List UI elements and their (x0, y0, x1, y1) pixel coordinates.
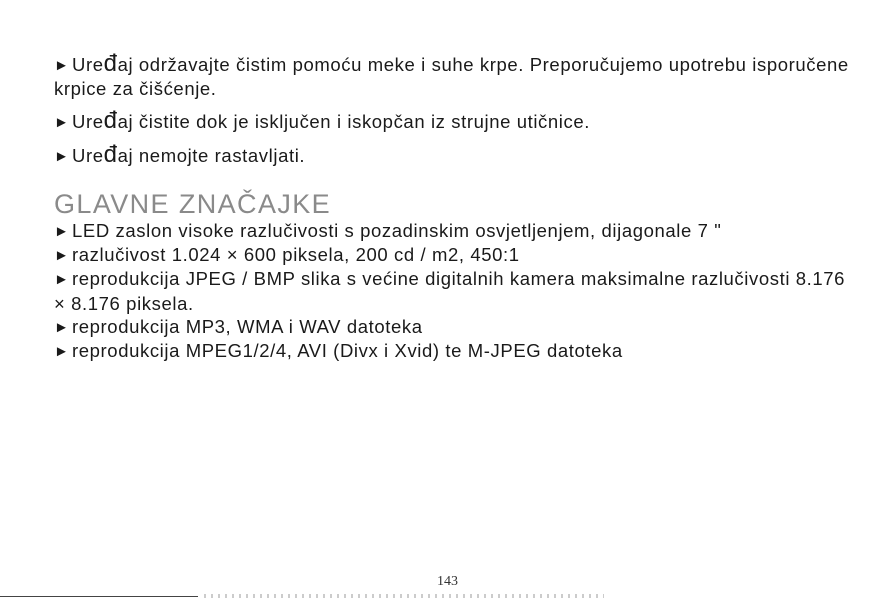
care-item-text: aj nemojte rastavljati. (117, 145, 306, 166)
feature-item (54, 267, 854, 314)
care-item-text-start: Ure (72, 54, 104, 75)
arrow-bullet-icon: ► (54, 57, 69, 74)
care-item-enlarged-letter: đ (103, 141, 118, 168)
care-item (54, 109, 854, 134)
care-item-text: aj čistite dok je isključen i iskopčan iz strujne utičnice. (117, 111, 590, 132)
care-item (54, 143, 854, 168)
arrow-bullet-icon: ► (54, 223, 69, 240)
feature-item (54, 315, 854, 339)
arrow-bullet-icon: ► (54, 114, 69, 131)
care-item-text-start: Ure (72, 111, 104, 132)
arrow-bullet-icon: ► (54, 318, 69, 336)
feature-item (54, 219, 854, 243)
care-item (54, 52, 854, 100)
feature-item-text: reprodukcija MP3, WMA i WAV datoteka (72, 315, 423, 337)
arrow-bullet-icon: ► (54, 343, 69, 361)
feature-item-text: reprodukcija JPEG / BMP slika s većine digitalnih kamera maksimalne razlučivosti 8.176 × 8.176 piksela. (54, 268, 846, 314)
care-item-text-start: Ure (72, 145, 104, 166)
page-number: 143 (437, 574, 458, 589)
care-item-text: aj održavajte čistim pomoću meke i suhe krpe. Preporučujemo upotrebu isporučene krpice za čišćenje. (54, 54, 849, 99)
arrow-bullet-icon: ► (54, 271, 69, 289)
feature-item (54, 339, 854, 363)
care-item-enlarged-letter: đ (103, 50, 118, 77)
footer-print-marks (204, 594, 604, 598)
section-heading: GLAVNE ZNAČAJKE (54, 189, 332, 219)
arrow-bullet-icon: ► (54, 148, 69, 165)
feature-list (54, 219, 854, 363)
care-item-enlarged-letter: đ (103, 107, 118, 134)
feature-item-text: reprodukcija MPEG1/2/4, AVI (Divx i Xvid) te M-JPEG datoteka (72, 340, 623, 362)
feature-item (54, 243, 854, 267)
feature-item-text: razlučivost 1.024 × 600 piksela, 200 cd / m2, 450:1 (72, 244, 520, 266)
footer-rule (0, 596, 198, 597)
arrow-bullet-icon: ► (54, 247, 69, 265)
feature-item-text: LED zaslon visoke razlučivosti s pozadinskim osvjetljenjem, dijagonale 7 " (72, 220, 722, 241)
care-instructions (54, 52, 854, 177)
